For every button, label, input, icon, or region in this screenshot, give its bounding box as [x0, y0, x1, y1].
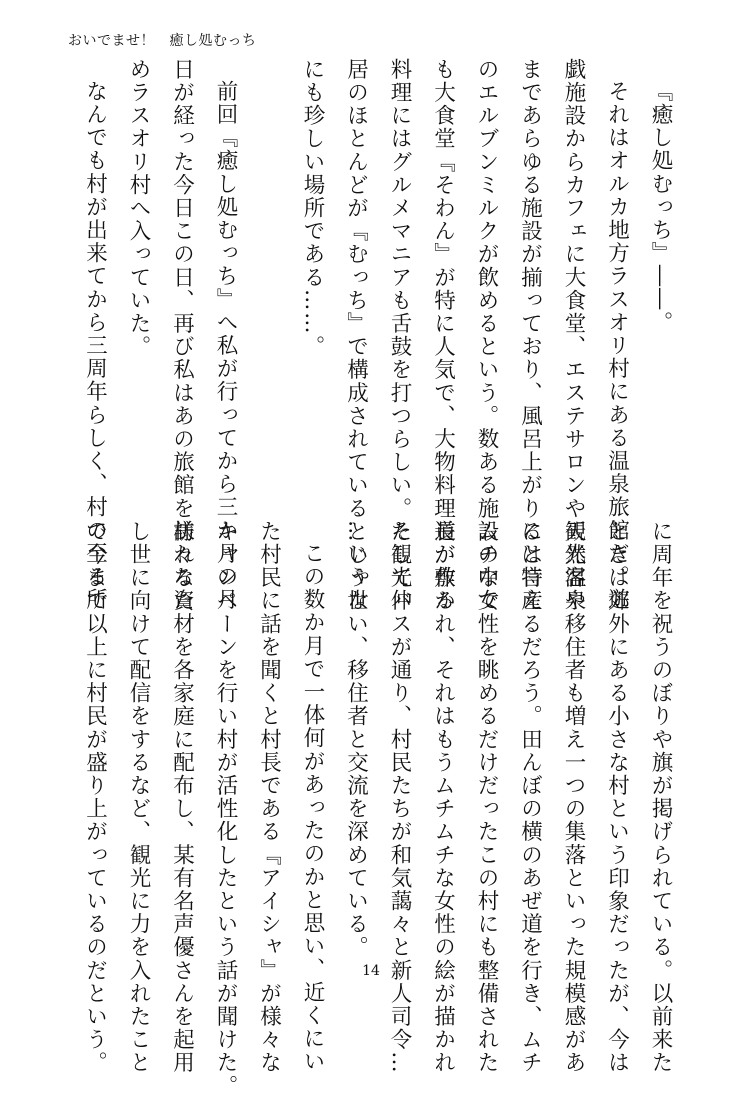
page-number: 14 — [362, 963, 380, 979]
text-line: ムチな女性を眺めるだけだったこの村にも整備された — [474, 520, 499, 1075]
text-line: キャンペーンを行い村が活性化したという話が聞けた。 — [213, 520, 238, 1098]
text-line: なんでも村が出来てから三周年らしく、村の至る所 — [82, 79, 108, 611]
text-line: に周年を祝うのぼりや旗が掲げられている。以前来た — [648, 520, 673, 1075]
text-line: 日が経った今日この日、再び私はあの旅館を訪れるた — [169, 58, 195, 613]
text-line: 戯施設からカフェに大食堂、エステサロンや天然温泉 — [561, 58, 586, 613]
text-line: ると言えるだろう。田んぼの横のあぜ道を行き、ムチ — [517, 520, 543, 1075]
text-line: ときは郊外にある小さな村という印象だったが、今は — [604, 520, 630, 1075]
running-head: おいでませ！ 癒し処むっち — [68, 33, 257, 49]
blank-line — [247, 58, 291, 498]
text-line: 道が敷かれ、それはもうムチムチな女性の絵が描かれ — [430, 520, 456, 1075]
text-line: で今まで以上に村民が盛り上がっているのだという。 — [82, 520, 108, 1075]
text-line: …じゃない、移住者と交流を深めている。 — [343, 520, 369, 959]
text-line: めラスオリ村へ入っていた。 — [126, 58, 151, 359]
text-line: し世に向けて配信をするなど、観光に力を入れたこと — [126, 520, 151, 1075]
text-line: にも珍しい場所である……。 — [300, 58, 325, 359]
text-line: この数か月で一体何があったのかと思い、近くにい — [300, 541, 325, 1073]
text-line: 『癒し処むっち』――。 — [648, 79, 673, 334]
text-line: それはオルカ地方ラスオリ村にある温泉旅館だ。遊 — [604, 79, 630, 611]
text-line: も大食堂『そわん』が特に人気で、大物料理長が作る — [430, 58, 456, 613]
text-line: のエルブンミルクが飲めるという。数ある施設の中で — [474, 58, 499, 613]
body-text-top — [73, 58, 682, 613]
text-line: まであらゆる施設が揃っており、風呂上がりには特産 — [517, 58, 543, 613]
text-line: 居のほとんどが『むっち』で構成されているという世 — [343, 58, 369, 613]
text-line: 観光客や移住者も増え一つの集落といった規模感があ — [561, 520, 586, 1075]
text-line: 様々な資材を各家庭に配布し、某有名声優さんを起用 — [169, 520, 195, 1075]
text-line: た観光バスが通り、村民たちが和気藹々と新人司令… — [387, 520, 412, 1075]
text-line: 前回『癒し処むっち』へ私が行ってから三か月の月 — [213, 79, 238, 611]
text-line: 料理にはグルメマニアも舌鼓を打つらしい。そして仲 — [387, 58, 412, 613]
text-line: た村民に話を聞くと村長である『アイシャ』が様々な — [256, 520, 282, 1075]
